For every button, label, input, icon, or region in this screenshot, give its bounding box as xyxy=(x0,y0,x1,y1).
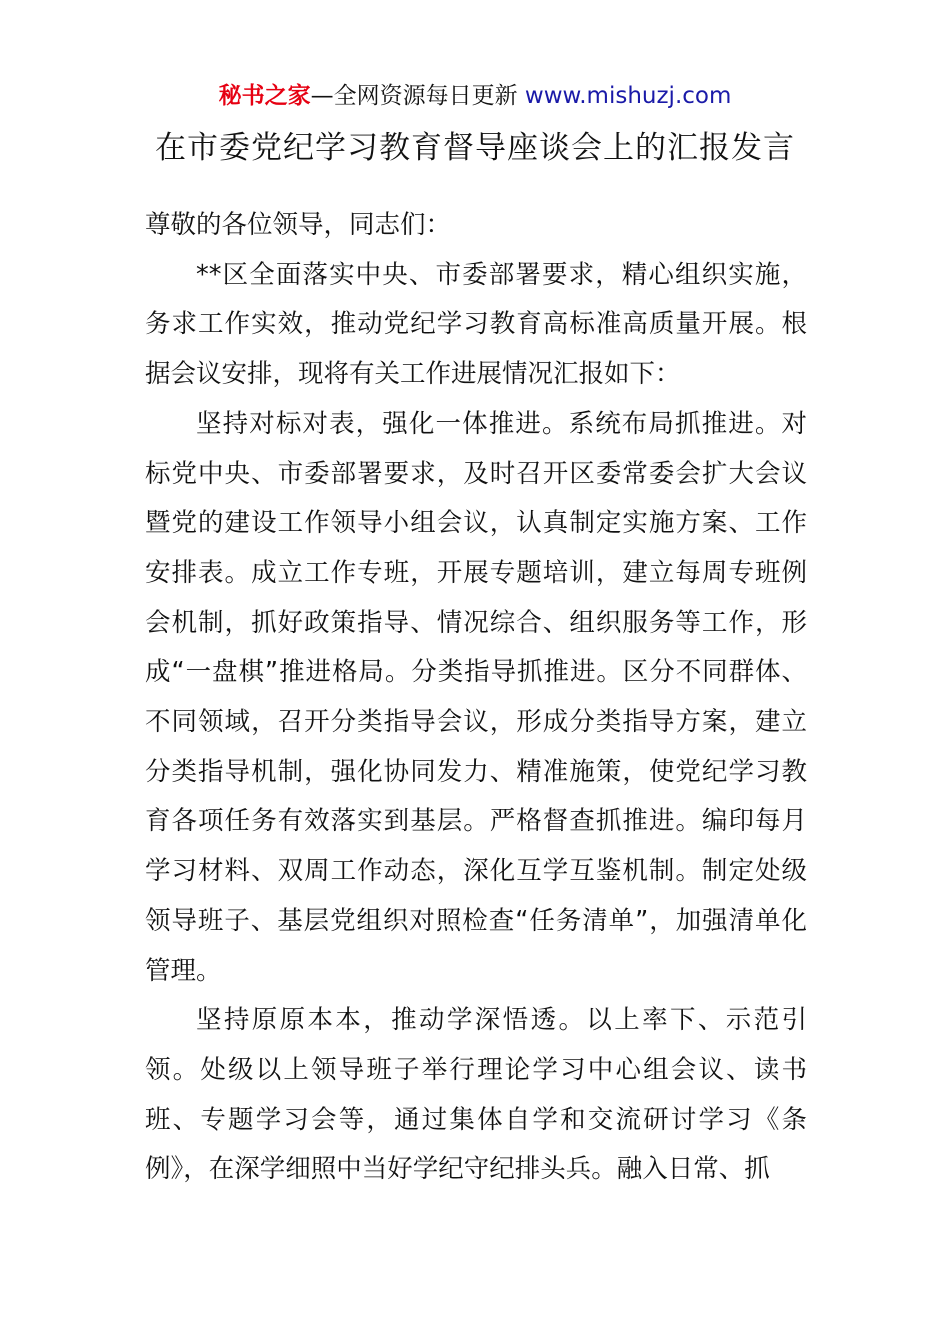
document-title: 在市委党纪学习教育督导座谈会上的汇报发言 xyxy=(155,130,795,166)
site-url-link[interactable]: www.mishuzj.com xyxy=(524,83,732,109)
header-tagline: —全网资源每日更新 xyxy=(310,83,525,109)
salutation: 尊敬的各位领导，同志们： xyxy=(145,210,452,240)
paragraph-section-2: 坚持原原本本，推动学深悟透。以上率下、示范引领。处级以上领导班子举行理论学习中心组会议、读书班、专题学习会等，通过集体自学和交流研讨学习《条例》，在深学细照中当好学纪守纪排头兵。融入日常、抓 xyxy=(145,1005,807,1185)
paragraph-intro: **区全面落实中央、市委部署要求，精心组织实施，务求工作实效，推动党纪学习教育高标准高质量开展。根据会议安排，现将有关工作进展情况汇报如下： xyxy=(145,259,807,390)
site-header xyxy=(0,80,950,112)
paragraph-section-1: 坚持对标对表，强化一体推进。系统布局抓推进。对标党中央、市委部署要求，及时召开区委常委会扩大会议暨党的建设工作领导小组会议，认真制定实施方案、工作安排表。成立工作专班，开展专题培训，建立每周专班例会机制，抓好政策指导、情况综合、组织服务等工作，形成“一盘棋”推进格局。分类指导抓推进。区分不同群体、不同领域，召开分类指导会议，形成分类指导方案，建立分类指导机制，强化协同发力、精准施策，使党纪学习教育各项任务有效落实到基层。严格督查抓推进。编印每月学习材料、双周工作动态，深化互学互鉴机制。制定处级领导班子、基层党组织对照检查“任务清单”，加强清单化管理。 xyxy=(145,408,807,986)
document-body xyxy=(145,201,807,1195)
brand-name: 秘书之家 xyxy=(218,83,311,109)
